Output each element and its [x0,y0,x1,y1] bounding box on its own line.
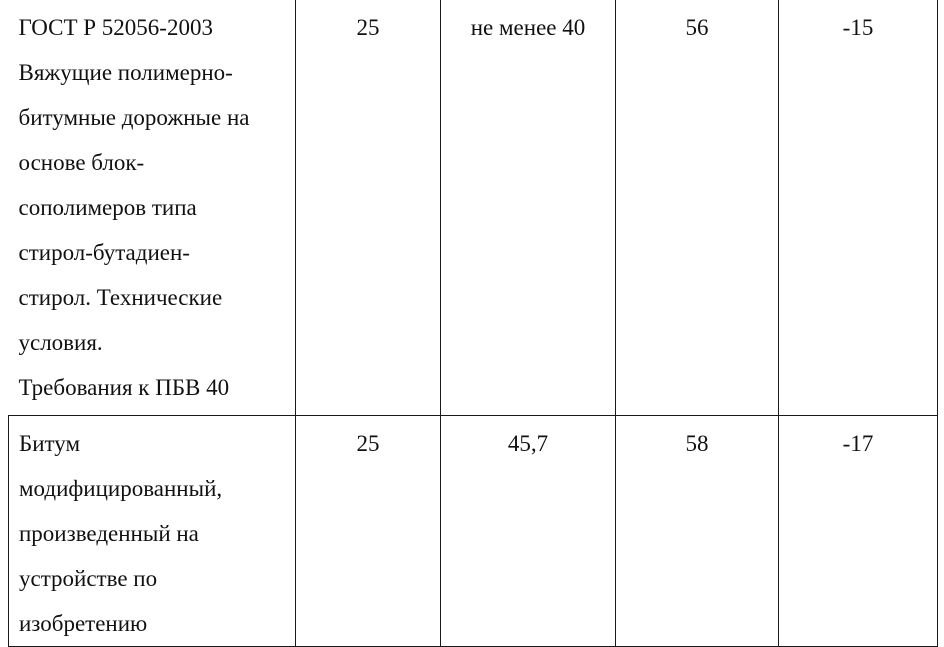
description-line: условия. [18,330,103,355]
description-line: Вяжущие полимерно- [18,60,233,85]
description-line: стирол. Технические [18,285,223,310]
value-cell: 25 [296,416,441,647]
description-line: стирол-бутадиен- [18,240,190,265]
value-cell: -15 [779,0,938,416]
value-cell: не менее 40 [441,0,616,416]
description-line: произведенный на [19,521,199,546]
description-line: Требования к ПБВ 40 [18,375,230,400]
description-line: ГОСТ Р 52056-2003 [18,15,213,40]
table-row [9,0,938,416]
description-line: устройстве по [19,566,158,591]
description-line: модифицированный, [19,476,223,501]
value-cell: -17 [779,416,938,647]
table-row [9,416,938,647]
value-cell: 58 [616,416,779,647]
description-cell [9,0,296,416]
description-line: сополимеров типа [18,195,197,220]
data-table [8,0,938,647]
description-line: изобретению [19,611,148,636]
description-line: Битум [19,431,81,456]
value-cell: 56 [616,0,779,416]
description-line: битумные дорожные на [18,105,250,130]
value-cell: 45,7 [441,416,616,647]
description-cell [9,416,296,647]
value-cell: 25 [296,0,441,416]
description-line: основе блок- [18,150,145,175]
